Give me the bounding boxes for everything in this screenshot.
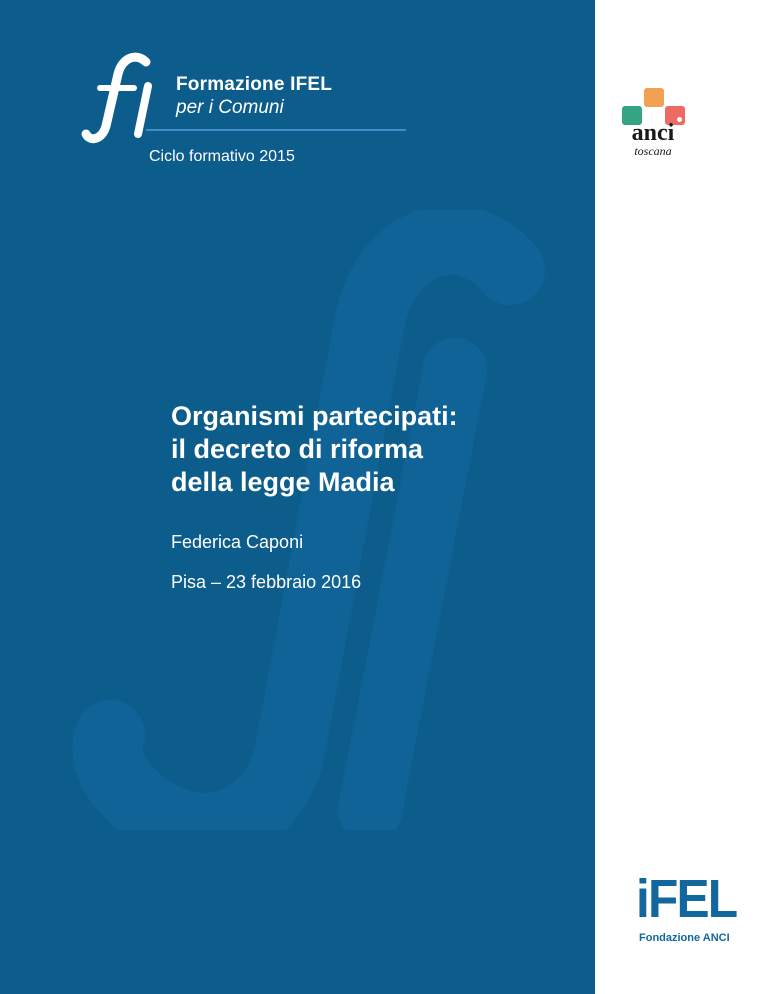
brand-subtitle: per i Comuni — [176, 97, 284, 118]
ifel-wordmark: iFEL — [636, 869, 737, 929]
anci-toscana-logo — [620, 86, 686, 162]
document-title-line: della legge Madia — [171, 467, 395, 497]
ifel-subtitle: Fondazione ANCI — [639, 932, 730, 944]
brand-divider — [146, 129, 406, 131]
event-place-date: Pisa – 23 febbraio 2016 — [171, 572, 362, 592]
document-title-line: Organismi partecipati: — [171, 401, 458, 431]
brand-title: Formazione IFEL — [176, 74, 333, 95]
document-title — [171, 400, 458, 499]
document-title-line: il decreto di riforma — [171, 434, 424, 464]
course-cycle: Ciclo formativo 2015 — [149, 148, 295, 165]
author-name: Federica Caponi — [171, 532, 304, 552]
anci-orange-square — [644, 88, 664, 107]
anci-subtitle: toscana — [634, 144, 672, 158]
fi-watermark-icon — [40, 210, 560, 830]
ifel-logo — [636, 866, 736, 966]
anci-wordmark: anci — [631, 120, 675, 146]
